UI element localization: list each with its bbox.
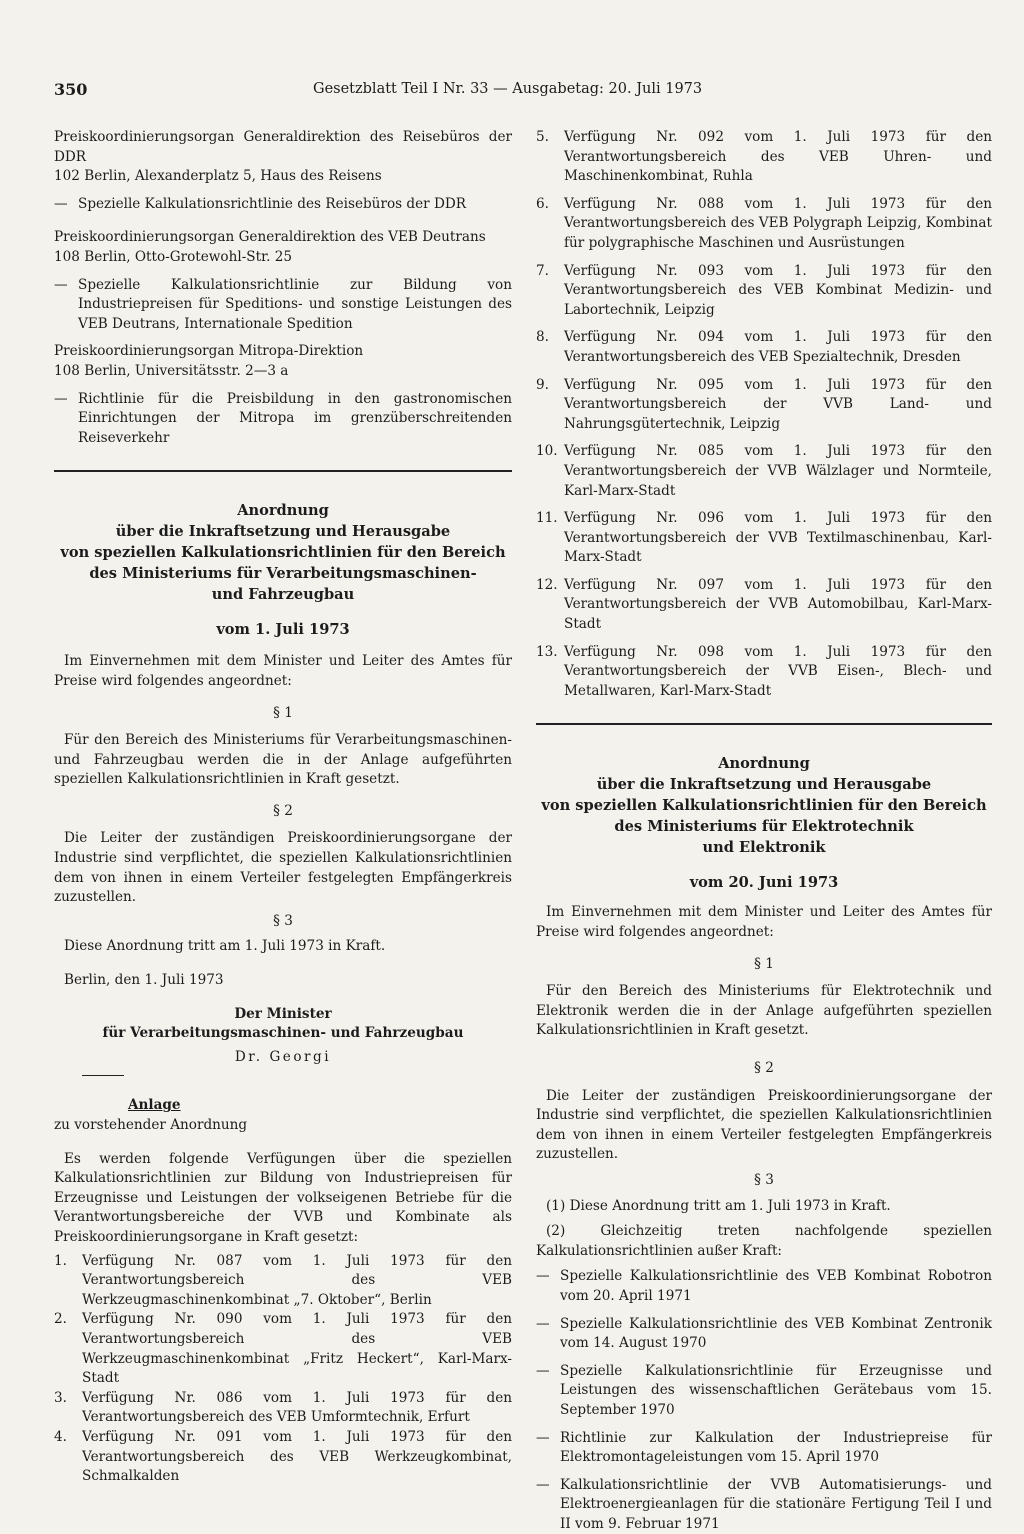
list-item — [54, 1252, 512, 1311]
list-number: 9. — [536, 376, 549, 393]
section-2-title: § 2 — [273, 802, 293, 819]
section-3-title: § 3 — [754, 1171, 774, 1188]
intro-paragraph: Im Einvernehmen mit dem Minister und Leiter des Amtes für Preise wird folgendes angeordnet: — [536, 904, 992, 941]
list-item-text: Spezielle Kalkulationsrichtlinie des Reisebüros der DDR — [78, 195, 467, 212]
dash-marker: — — [54, 390, 68, 407]
dash-marker: — — [54, 276, 68, 293]
list-item — [536, 1267, 992, 1306]
list-item — [54, 195, 512, 215]
list-item — [536, 376, 992, 435]
order-subtitle: von speziellen Kalkulationsrichtlinien für den Bereich — [60, 544, 506, 562]
list-item-text: Verfügung Nr. 093 vom 1. Juli 1973 für den Verantwortungsbereich des VEB Kombinat Medizin- und Labortechnik, Leipzig — [564, 262, 992, 318]
list-item-text: Kalkulationsrichtlinie der VVB Automatisierungs- und Elektroenergieanlagen für die stationäre Fertigung Teil I und II vom 9. Februar 1971 — [560, 1476, 992, 1532]
section-3-text: Diese Anordnung tritt am 1. Juli 1973 in Kraft. — [64, 938, 386, 955]
list-item — [536, 195, 992, 254]
right-column — [536, 128, 992, 1534]
list-item-text: Verfügung Nr. 095 vom 1. Juli 1973 für den Verantwortungsbereich der VVB Land- und Nahrungsgütertechnik, Leipzig — [564, 376, 992, 432]
list-number: 7. — [536, 262, 549, 279]
list-item-text: Verfügung Nr. 096 vom 1. Juli 1973 für den Verantwortungsbereich der VVB Textilmaschinenbau, Karl-Marx-Stadt — [564, 510, 992, 566]
list-item — [54, 1389, 512, 1428]
org1-name: Preiskoordinierungsorgan Generaldirektion des Reisebüros der DDR — [54, 129, 512, 165]
section-2-text: Die Leiter der zuständigen Preiskoordinierungsorgane der Industrie sind verpflichtet, die speziellen Kalkulationsrichtlinien dem von ihnen in einem Verteiler festgelegten Empfängerkreis zuzustellen. — [536, 1087, 992, 1163]
list-number: 3. — [54, 1389, 67, 1406]
place-date: Berlin, den 1. Juli 1973 — [64, 972, 224, 989]
dash-marker: — — [54, 195, 68, 212]
list-item-text: Verfügung Nr. 086 vom 1. Juli 1973 für den Verantwortungsbereich des VEB Umformtechnik, Erfurt — [82, 1389, 512, 1426]
list-item-text: Verfügung Nr. 092 vom 1. Juli 1973 für den Verantwortungsbereich des VEB Uhren- und Maschinenkombinat, Ruhla — [564, 129, 992, 185]
list-item-text: Verfügung Nr. 087 vom 1. Juli 1973 für den Verantwortungsbereich des VEB Werkzeugmaschinenkombinat „7. Oktober“, Berlin — [82, 1252, 512, 1308]
dash-marker: — — [536, 1315, 550, 1332]
order-title: Anordnung — [718, 755, 810, 773]
section-2-title: § 2 — [754, 1060, 774, 1076]
intro-paragraph: Im Einvernehmen mit dem Minister und Leiter des Amtes für Preise wird folgendes angeordnet: — [54, 653, 512, 689]
annex-intro: Es werden folgende Verfügungen über die speziellen Kalkulationsrichtlinien zur Bildung von Industriepreisen für Erzeugnisse und Leistungen der volkseigenen Betriebe für die Verantwortungsbereiche der VVB und Kombinate als Preiskoordinierungsorgane in Kraft gesetzt: — [54, 1150, 512, 1245]
section-1-title: § 1 — [754, 955, 774, 972]
list-number: 4. — [54, 1428, 67, 1445]
page-number: 350 — [54, 80, 88, 99]
list-item-text: Verfügung Nr. 097 vom 1. Juli 1973 für den Verantwortungsbereich der VVB Automobilbau, Karl-Marx-Stadt — [564, 576, 992, 633]
section-1-text: Für den Bereich des Ministeriums für Verarbeitungsmaschinen- und Fahrzeugbau werden die in der Anlage aufgeführten speziellen Kalkulationsrichtlinien in Kraft gesetzt. — [54, 732, 512, 788]
order-subtitle: und Fahrzeugbau — [211, 586, 355, 604]
list-item — [536, 1362, 992, 1421]
order-subtitle: des Ministeriums für Elektrotechnik — [614, 818, 914, 836]
order-subtitle: über die Inkraftsetzung und Herausgabe — [596, 776, 932, 794]
order-date: vom 20. Juni 1973 — [689, 874, 839, 892]
list-item-text: Richtlinie zur Kalkulation der Industriepreise für Elektromontageleistungen vom 15. April 1970 — [560, 1429, 992, 1466]
list-item — [54, 1310, 512, 1388]
org2-name: Preiskoordinierungsorgan Generaldirektion des VEB Deutrans — [54, 229, 486, 246]
order-date: vom 1. Juli 1973 — [216, 621, 350, 639]
list-item-text: Verfügung Nr. 088 vom 1. Juli 1973 für den Verantwortungsbereich des VEB Polygraph Leipzig, Kombinat für polygraphische Maschinen und Ausrüstungen — [564, 195, 992, 251]
list-item — [54, 276, 512, 335]
dash-marker: — — [536, 1268, 550, 1285]
list-item-text: Spezielle Kalkulationsrichtlinie des VEB Kombinat Zentronik vom 14. August 1970 — [560, 1315, 992, 1352]
list-item-text: Verfügung Nr. 085 vom 1. Juli 1973 für den Verantwortungsbereich der VVB Wälzlager und Normteile, Karl-Marx-Stadt — [564, 443, 992, 499]
list-item-text: Richtlinie für die Preisbildung in den gastronomischen Einrichtungen der Mitropa im grenzüberschreitenden Reiseverkehr — [78, 390, 512, 446]
list-item — [536, 442, 992, 501]
list-number: 8. — [536, 329, 549, 346]
order-subtitle: und Elektronik — [702, 839, 826, 857]
list-item-text: Verfügung Nr. 094 vom 1. Juli 1973 für den Verantwortungsbereich des VEB Spezialtechnik, Dresden — [564, 329, 992, 365]
list-item — [536, 576, 992, 635]
org3-name: Preiskoordinierungsorgan Mitropa-Direktion — [54, 343, 364, 360]
list-item — [536, 509, 992, 568]
section-1-title: § 1 — [273, 704, 293, 721]
list-item — [536, 328, 992, 367]
list-number: 13. — [536, 643, 558, 660]
list-item — [536, 643, 992, 702]
signer-name: Dr. Georgi — [234, 1048, 332, 1065]
list-item-text: Spezielle Kalkulationsrichtlinie zur Bildung von Industriepreisen für Speditions- und sonstige Leistungen des VEB Deutrans, Internationale Spedition — [78, 276, 512, 332]
list-number: 2. — [54, 1311, 67, 1328]
list-item-text: Spezielle Kalkulationsrichtlinie des VEB Kombinat Robotron vom 20. April 1971 — [560, 1268, 992, 1304]
section-1-text: Für den Bereich des Ministeriums für Elektrotechnik und Elektronik werden die in der Anlage aufgeführten speziellen Kalkulationsrichtlinien in Kraft gesetzt. — [536, 983, 992, 1039]
list-number: 5. — [536, 129, 549, 145]
list-item — [54, 1428, 512, 1487]
list-item — [536, 128, 992, 187]
org2-address: 108 Berlin, Otto-Grotewohl-Str. 25 — [54, 248, 293, 265]
left-column — [54, 128, 512, 1487]
list-number: 12. — [536, 576, 558, 593]
org1-address: 102 Berlin, Alexanderplatz 5, Haus des Reisens — [54, 168, 382, 185]
section-2-text: Die Leiter der zuständigen Preiskoordinierungsorgane der Industrie sind verpflichtet, die speziellen Kalkulationsrichtlinien dem von ihnen in einem Verteiler festgelegten Empfängerkreis zuzustellen. — [54, 830, 512, 906]
list-item — [54, 390, 512, 449]
section-3-paragraph-1: (1) Diese Anordnung tritt am 1. Juli 1973 in Kraft. — [546, 1197, 891, 1214]
list-number: 11. — [536, 510, 558, 527]
gazette-title: Gesetzblatt Teil I Nr. 33 — Ausgabetag: 20. Juli 1973 — [313, 81, 703, 97]
list-item — [536, 1315, 992, 1354]
order-title: Anordnung — [237, 502, 329, 520]
annex-subtitle: zu vorstehender Anordnung — [54, 1117, 248, 1133]
list-item-text: Verfügung Nr. 090 vom 1. Juli 1973 für den Verantwortungsbereich des VEB Werkzeugmaschinenkombinat „Fritz Heckert“, Karl-Marx-Stadt — [82, 1311, 512, 1387]
list-item — [536, 1476, 992, 1534]
list-item-text: Verfügung Nr. 098 vom 1. Juli 1973 für den Verantwortungsbereich der VVB Eisen-, Blech- und Metallwaren, Karl-Marx-Stadt — [564, 643, 992, 699]
section-3-paragraph-2: (2) Gleichzeitig treten nachfolgende speziellen Kalkulationsrichtlinien außer Kraft: — [536, 1223, 992, 1259]
dash-marker: — — [536, 1429, 550, 1446]
order-subtitle: von speziellen Kalkulationsrichtlinien für den Bereich — [541, 797, 987, 815]
dash-marker: — — [536, 1362, 550, 1379]
signer-title: für Verarbeitungsmaschinen- und Fahrzeugbau — [102, 1025, 464, 1042]
list-item-text: Verfügung Nr. 091 vom 1. Juli 1973 für den Verantwortungsbereich des VEB Werkzeugkombinat, Schmalkalden — [82, 1428, 512, 1485]
order-subtitle: über die Inkraftsetzung und Herausgabe — [115, 523, 451, 541]
list-number: 6. — [536, 195, 549, 212]
list-number: 1. — [54, 1252, 67, 1269]
list-number: 10. — [536, 443, 558, 460]
section-3-title: § 3 — [273, 912, 293, 929]
page-header — [54, 80, 994, 104]
signer-title: Der Minister — [234, 1005, 332, 1022]
order-subtitle: des Ministeriums für Verarbeitungsmaschinen- — [89, 565, 477, 583]
list-item — [536, 262, 992, 321]
org3-address: 108 Berlin, Universitätsstr. 2—3 a — [54, 362, 289, 379]
list-item — [536, 1429, 992, 1468]
dash-marker: — — [536, 1476, 550, 1493]
annex-title: Anlage — [128, 1097, 181, 1114]
list-item-text: Spezielle Kalkulationsrichtlinie für Erzeugnisse und Leistungen des wissenschaftlichen Gerätebaus vom 15. September 1970 — [560, 1362, 992, 1418]
